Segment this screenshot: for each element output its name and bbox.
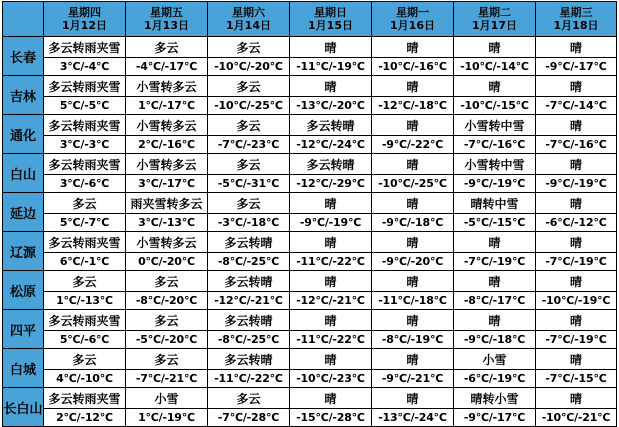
temperature-cell: -7℃/-23℃: [208, 136, 290, 154]
weather-condition-cell: 多云转晴: [208, 349, 290, 370]
temperature-cell: -10℃/-23℃: [290, 370, 372, 388]
temperature-cell: -7℃/-28℃: [208, 409, 290, 427]
date-label: 1月13日: [144, 19, 189, 32]
temperature-cell: -8℃/-20℃: [126, 292, 208, 310]
weather-condition-cell: 晴: [536, 388, 617, 409]
weekday-label: 星期五: [150, 6, 183, 19]
weather-condition-cell: 晴: [536, 115, 617, 136]
weather-condition-cell: 晴: [290, 271, 372, 292]
temperature-cell: 2℃/-16℃: [126, 136, 208, 154]
weather-condition-cell: 多云转晴: [208, 232, 290, 253]
weather-condition-cell: 小雪转中雪: [454, 115, 536, 136]
temperature-cell: -11℃/-22℃: [290, 253, 372, 271]
weather-condition-cell: 多云: [208, 154, 290, 175]
weather-condition-cell: 晴: [536, 310, 617, 331]
condition-row: [3, 232, 617, 253]
temperature-cell: -6℃/-12℃: [536, 214, 617, 232]
temperature-cell: -11℃/-22℃: [290, 331, 372, 349]
weather-condition-cell: 晴: [372, 154, 454, 175]
temperature-cell: -7℃/-16℃: [454, 136, 536, 154]
temperature-cell: -10℃/-16℃: [372, 58, 454, 76]
weather-condition-cell: 晴: [290, 232, 372, 253]
weather-condition-cell: 多云: [208, 37, 290, 58]
city-name: 延边: [3, 193, 44, 232]
temperature-cell: 0℃/-20℃: [126, 253, 208, 271]
temperature-cell: -9℃/-21℃: [372, 370, 454, 388]
weekday-label: 星期一: [396, 6, 429, 19]
weather-condition-cell: 多云: [44, 193, 126, 214]
weather-condition-cell: 多云转晴: [290, 115, 372, 136]
weather-condition-cell: 晴转小雪: [454, 388, 536, 409]
temperature-cell: -12℃/-21℃: [290, 292, 372, 310]
date-label: 1月18日: [553, 19, 599, 32]
city-name: 松原: [3, 271, 44, 310]
weather-condition-cell: 多云转雨夹雪: [44, 232, 126, 253]
condition-row: [3, 115, 617, 136]
temperature-cell: -12℃/-21℃: [208, 292, 290, 310]
weather-condition-cell: 晴: [454, 232, 536, 253]
weekday-label: 星期四: [68, 6, 101, 19]
weekday-label: 星期六: [232, 6, 265, 19]
city-name: 白山: [3, 154, 44, 193]
condition-row: [3, 37, 617, 58]
date-label: 1月14日: [226, 19, 271, 32]
table-body: [3, 37, 617, 427]
weather-condition-cell: 多云: [44, 271, 126, 292]
weather-condition-cell: 晴: [372, 271, 454, 292]
city-name: 辽源: [3, 232, 44, 271]
condition-row: [3, 271, 617, 292]
temperature-cell: -11℃/-22℃: [208, 370, 290, 388]
condition-row: [3, 154, 617, 175]
weather-condition-cell: 多云转晴: [208, 271, 290, 292]
temperature-cell: 1℃/-19℃: [126, 409, 208, 427]
weather-condition-cell: 多云转雨夹雪: [44, 115, 126, 136]
weather-condition-cell: 晴转中雪: [454, 193, 536, 214]
temperature-cell: -12℃/-29℃: [290, 175, 372, 193]
weather-condition-cell: 多云: [208, 388, 290, 409]
temperature-cell: -5℃/-31℃: [208, 175, 290, 193]
temperature-cell: -12℃/-18℃: [372, 97, 454, 115]
condition-row: [3, 310, 617, 331]
weather-condition-cell: 多云: [126, 37, 208, 58]
temperature-cell: -6℃/-19℃: [454, 370, 536, 388]
weather-condition-cell: 小雪转中雪: [454, 154, 536, 175]
weather-condition-cell: 晴: [290, 37, 372, 58]
temperature-row: [3, 370, 617, 388]
temperature-cell: 3℃/-3℃: [44, 136, 126, 154]
weather-condition-cell: 晴: [372, 193, 454, 214]
temperature-cell: 6℃/-1℃: [44, 253, 126, 271]
city-name: 通化: [3, 115, 44, 154]
temperature-cell: -7℃/-16℃: [536, 136, 617, 154]
temperature-cell: -7℃/-21℃: [126, 370, 208, 388]
day-header: [536, 2, 617, 37]
temperature-cell: -7℃/-14℃: [536, 97, 617, 115]
temperature-cell: -8℃/-25℃: [208, 253, 290, 271]
weather-condition-cell: 晴: [454, 310, 536, 331]
weather-condition-cell: 小雪: [454, 349, 536, 370]
condition-row: [3, 76, 617, 97]
temperature-cell: 5℃/-6℃: [44, 331, 126, 349]
weather-condition-cell: 多云转雨夹雪: [44, 310, 126, 331]
weather-condition-cell: 多云转雨夹雪: [44, 37, 126, 58]
weather-condition-cell: 晴: [372, 37, 454, 58]
condition-row: [3, 349, 617, 370]
temperature-cell: -9℃/-19℃: [454, 175, 536, 193]
temperature-cell: -9℃/-17℃: [536, 58, 617, 76]
city-name: 四平: [3, 310, 44, 349]
weather-condition-cell: 多云: [126, 271, 208, 292]
weather-condition-cell: 晴: [290, 388, 372, 409]
temperature-cell: -10℃/-14℃: [454, 58, 536, 76]
weather-condition-cell: 晴: [454, 271, 536, 292]
weather-condition-cell: 晴: [536, 76, 617, 97]
weather-condition-cell: 晴: [290, 193, 372, 214]
date-label: 1月17日: [472, 19, 517, 32]
temperature-cell: 3℃/-17℃: [126, 175, 208, 193]
temperature-cell: -11℃/-19℃: [290, 58, 372, 76]
weather-condition-cell: 晴: [372, 232, 454, 253]
temperature-cell: -3℃/-18℃: [208, 214, 290, 232]
weather-condition-cell: 晴: [454, 37, 536, 58]
day-header: [454, 2, 536, 37]
date-label: 1月15日: [308, 19, 353, 32]
weather-condition-cell: 晴: [372, 310, 454, 331]
day-header: [44, 2, 126, 37]
temperature-cell: -7℃/-19℃: [536, 331, 617, 349]
temperature-cell: 5℃/-7℃: [44, 214, 126, 232]
weather-condition-cell: 晴: [372, 349, 454, 370]
temperature-row: [3, 136, 617, 154]
weekday-label: 星期二: [478, 6, 511, 19]
temperature-row: [3, 253, 617, 271]
weather-condition-cell: 多云: [126, 349, 208, 370]
city-name: 长春: [3, 37, 44, 76]
temperature-cell: -10℃/-15℃: [454, 97, 536, 115]
weather-condition-cell: 晴: [372, 115, 454, 136]
weather-condition-cell: 晴: [536, 232, 617, 253]
weather-condition-cell: 多云转雨夹雪: [44, 154, 126, 175]
weather-condition-cell: 多云: [208, 76, 290, 97]
temperature-cell: -10℃/-25℃: [372, 175, 454, 193]
header-row: [3, 2, 617, 37]
temperature-cell: -8℃/-17℃: [454, 292, 536, 310]
temperature-cell: -10℃/-21℃: [536, 409, 617, 427]
temperature-cell: -11℃/-18℃: [372, 292, 454, 310]
city-name: 白城: [3, 349, 44, 388]
corner-cell: [3, 2, 44, 37]
condition-row: [3, 388, 617, 409]
day-header: [372, 2, 454, 37]
temperature-cell: 3℃/-13℃: [126, 214, 208, 232]
temperature-row: [3, 58, 617, 76]
date-label: 1月12日: [62, 19, 107, 32]
weather-condition-cell: 多云转雨夹雪: [44, 76, 126, 97]
weather-condition-cell: 小雪转多云: [126, 154, 208, 175]
weather-condition-cell: 多云: [44, 349, 126, 370]
weather-condition-cell: 晴: [290, 310, 372, 331]
temperature-cell: -5℃/-20℃: [126, 331, 208, 349]
weather-condition-cell: 晴: [290, 349, 372, 370]
day-header: [208, 2, 290, 37]
temperature-cell: -8℃/-19℃: [372, 331, 454, 349]
weather-condition-cell: 多云转晴: [208, 310, 290, 331]
temperature-cell: -4℃/-17℃: [126, 58, 208, 76]
temperature-cell: 3℃/-6℃: [44, 175, 126, 193]
weekday-label: 星期日: [314, 6, 347, 19]
temperature-cell: -10℃/-19℃: [536, 292, 617, 310]
weather-condition-cell: 多云转晴: [290, 154, 372, 175]
temperature-cell: 3℃/-4℃: [44, 58, 126, 76]
weather-condition-cell: 晴: [290, 76, 372, 97]
temperature-cell: -10℃/-25℃: [208, 97, 290, 115]
city-name: 长白山: [3, 388, 44, 427]
temperature-row: [3, 175, 617, 193]
condition-row: [3, 193, 617, 214]
temperature-cell: -7℃/-19℃: [454, 253, 536, 271]
weather-condition-cell: 雨夹雪转多云: [126, 193, 208, 214]
day-header: [290, 2, 372, 37]
temperature-cell: 1℃/-17℃: [126, 97, 208, 115]
temperature-row: [3, 331, 617, 349]
weekday-label: 星期三: [559, 6, 593, 19]
weather-condition-cell: 晴: [372, 76, 454, 97]
temperature-cell: -9℃/-22℃: [372, 136, 454, 154]
weather-condition-cell: 小雪: [126, 388, 208, 409]
temperature-row: [3, 214, 617, 232]
weather-condition-cell: 多云: [208, 115, 290, 136]
weather-condition-cell: 小雪转多云: [126, 232, 208, 253]
temperature-cell: 2℃/-12℃: [44, 409, 126, 427]
weather-condition-cell: 晴: [536, 154, 617, 175]
temperature-row: [3, 292, 617, 310]
temperature-cell: 4℃/-10℃: [44, 370, 126, 388]
temperature-cell: -8℃/-25℃: [208, 331, 290, 349]
temperature-cell: -13℃/-24℃: [372, 409, 454, 427]
date-label: 1月16日: [390, 19, 435, 32]
weather-condition-cell: 晴: [536, 193, 617, 214]
temperature-cell: -15℃/-28℃: [290, 409, 372, 427]
weather-condition-cell: 晴: [536, 271, 617, 292]
temperature-cell: -7℃/-15℃: [536, 370, 617, 388]
day-header: [126, 2, 208, 37]
temperature-cell: -9℃/-17℃: [454, 409, 536, 427]
temperature-cell: 5℃/-5℃: [44, 97, 126, 115]
weather-condition-cell: 晴: [454, 76, 536, 97]
weather-condition-cell: 小雪转多云: [126, 76, 208, 97]
city-name: 吉林: [3, 76, 44, 115]
weather-condition-cell: 晴: [536, 37, 617, 58]
temperature-row: [3, 409, 617, 427]
temperature-cell: -9℃/-18℃: [454, 331, 536, 349]
temperature-cell: -9℃/-19℃: [290, 214, 372, 232]
temperature-cell: -9℃/-19℃: [536, 175, 617, 193]
weather-condition-cell: 多云转雨夹雪: [44, 388, 126, 409]
temperature-cell: -9℃/-18℃: [372, 214, 454, 232]
temperature-cell: -7℃/-19℃: [536, 253, 617, 271]
temperature-cell: -12℃/-24℃: [290, 136, 372, 154]
temperature-row: [3, 97, 617, 115]
weather-condition-cell: 多云: [208, 193, 290, 214]
weather-condition-cell: 小雪转多云: [126, 115, 208, 136]
weather-condition-cell: 晴: [536, 349, 617, 370]
weather-condition-cell: 晴: [372, 388, 454, 409]
temperature-cell: -13℃/-20℃: [290, 97, 372, 115]
temperature-cell: -5℃/-15℃: [454, 214, 536, 232]
temperature-cell: -10℃/-20℃: [208, 58, 290, 76]
weather-condition-cell: 多云: [126, 310, 208, 331]
weather-forecast-table: [2, 1, 617, 427]
temperature-cell: 1℃/-13℃: [44, 292, 126, 310]
temperature-cell: -9℃/-20℃: [372, 253, 454, 271]
